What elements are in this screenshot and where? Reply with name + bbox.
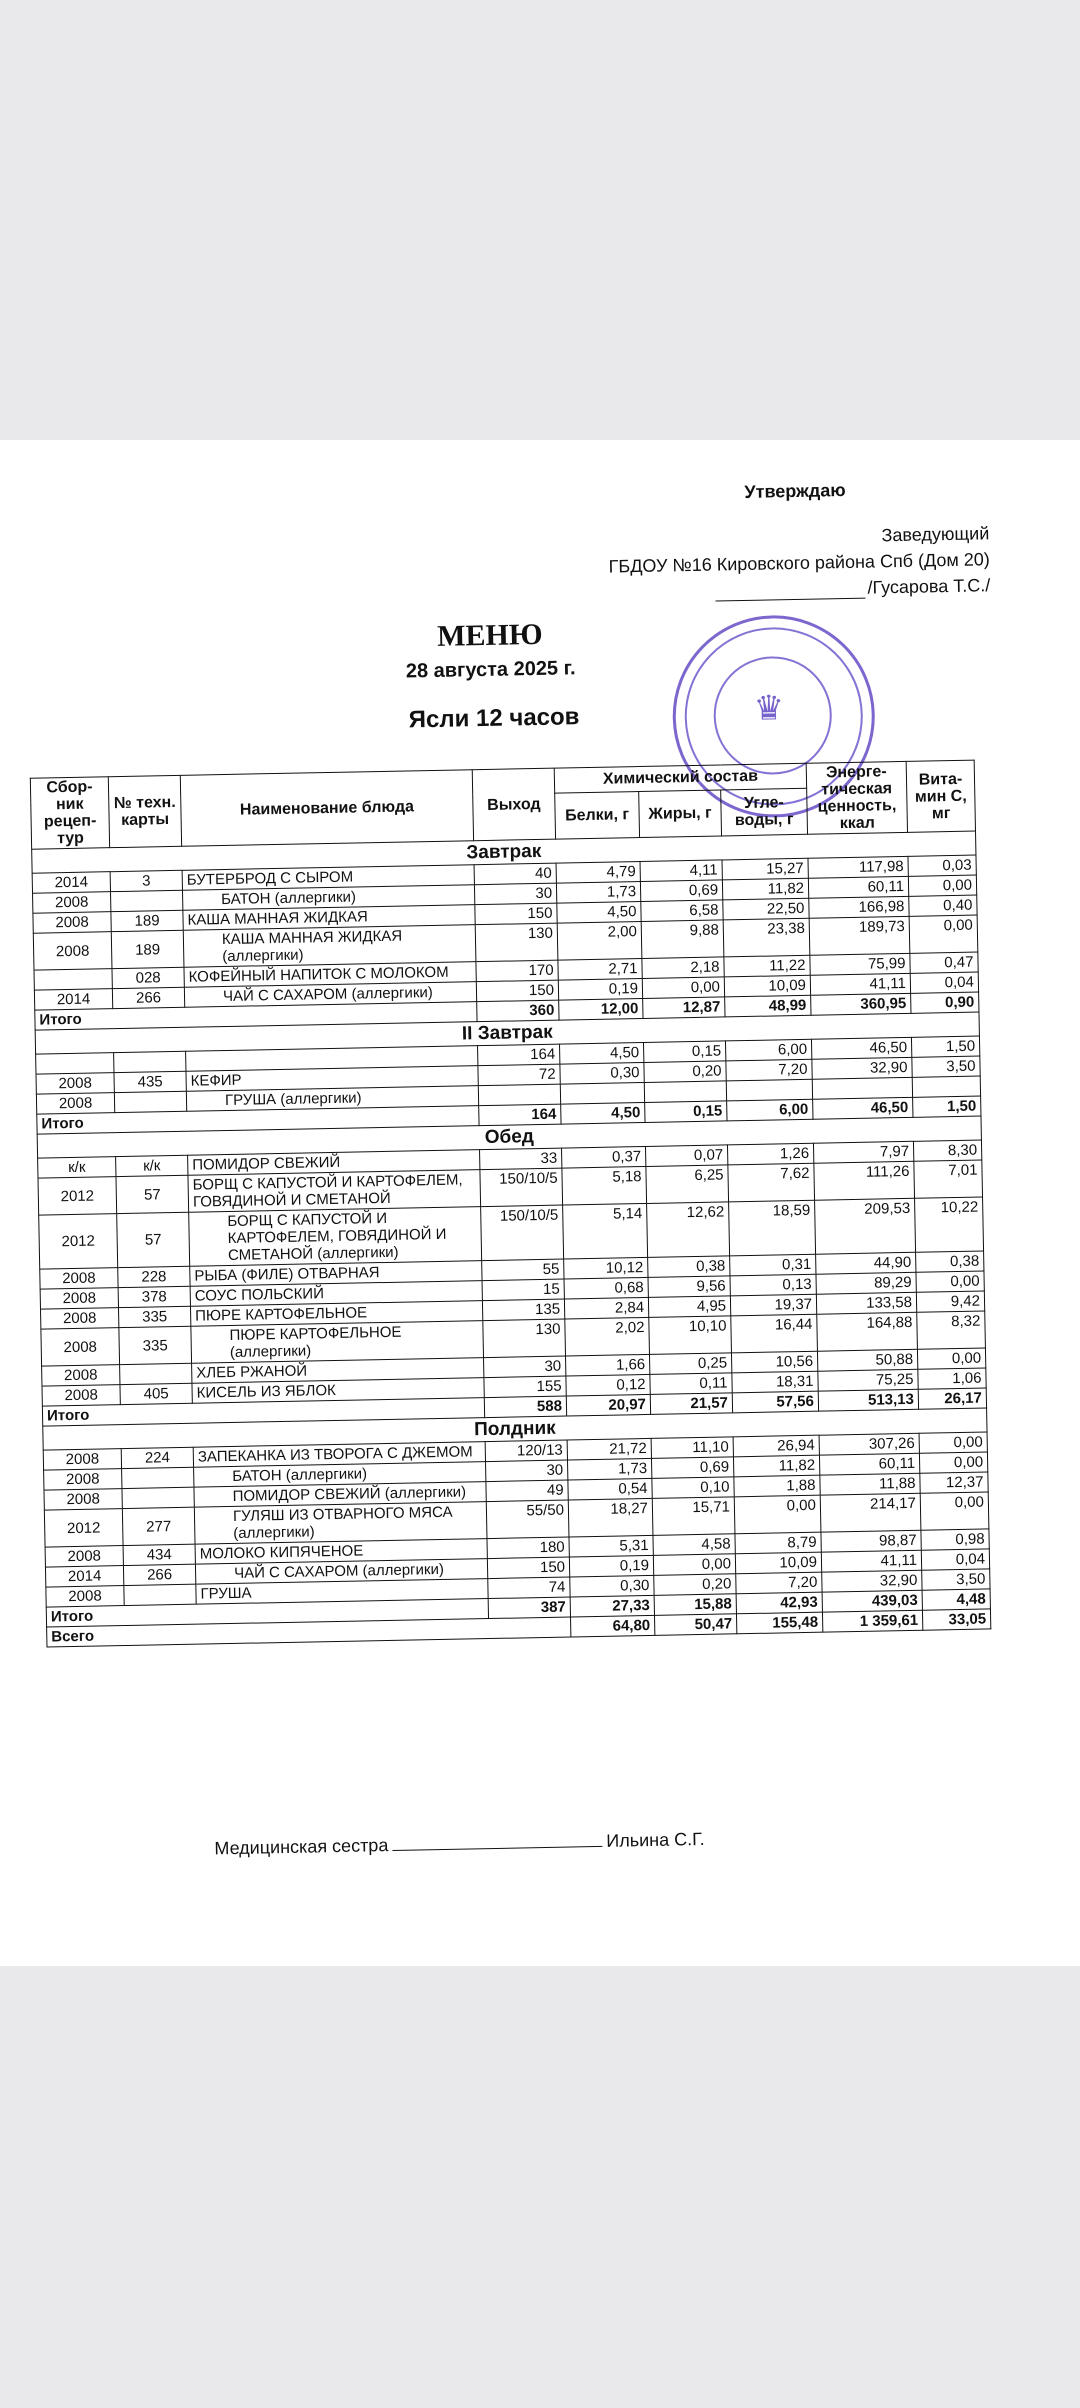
cell-proteins: 5,31	[569, 1535, 653, 1557]
cell-vitamin-c: 0,00	[909, 915, 978, 953]
cell-output: 130	[483, 1319, 566, 1358]
section-title: Завтрак	[32, 831, 976, 873]
col-dish-name: Наименование блюда	[180, 770, 473, 847]
cell-carbs: 16,44	[731, 1314, 818, 1353]
cell-dish-name: РЫБА (ФИЛЕ) ОТВАРНАЯ	[190, 1261, 482, 1287]
cell-tech-card	[122, 1487, 194, 1508]
total-fats: 0,15	[645, 1101, 727, 1123]
grand-total-label: Всего	[47, 1617, 571, 1647]
cell-vitamin-c: 12,37	[920, 1472, 988, 1493]
cell-sbornik: 2008	[42, 1365, 120, 1386]
cell-vitamin-c: 0,00	[920, 1492, 989, 1530]
cell-output: 164	[478, 1044, 560, 1066]
cell-dish-name: ЧАЙ С САХАРОМ (аллергики)	[184, 982, 476, 1008]
cell-output: 120/13	[485, 1440, 567, 1462]
cell-tech-card: 435	[114, 1071, 186, 1092]
cell-dish-name: КОФЕЙНЫЙ НАПИТОК С МОЛОКОМ	[184, 962, 476, 988]
cell-carbs: 26,94	[733, 1435, 819, 1457]
cell-tech-card	[120, 1363, 192, 1384]
cell-sbornik: 2008	[33, 932, 112, 970]
cell-fats: 0,00	[642, 977, 724, 999]
cell-dish-name: КИСЕЛЬ ИЗ ЯБЛОК	[192, 1378, 484, 1404]
cell-proteins: 4,79	[556, 862, 640, 884]
nurse-signature-underline	[392, 1846, 602, 1851]
cell-vitamin-c: 0,98	[921, 1529, 989, 1550]
total-carbs: 57,56	[732, 1391, 818, 1413]
total-output: 387	[488, 1597, 570, 1619]
cell-proteins: 4,50	[557, 902, 641, 924]
cell-dish-name: ХЛЕБ РЖАНОЙ	[192, 1358, 484, 1384]
col-vitamin-c: Вита-мин С, мг	[906, 760, 975, 832]
cell-proteins: 18,27	[568, 1498, 653, 1537]
cell-proteins: 0,30	[570, 1575, 654, 1597]
cell-sbornik: 2008	[33, 892, 111, 913]
cell-carbs: 10,09	[735, 1552, 821, 1574]
col-chem-composition: Химический состав	[554, 763, 806, 793]
cell-dish-name: БОРЩ С КАПУСТОЙ И КАРТОФЕЛЕМ, ГОВЯДИНОЙ И СМЕТАНОЙ (аллергики)	[189, 1207, 482, 1267]
cell-dish-name: БОРЩ С КАПУСТОЙ И КАРТОФЕЛЕМ, ГОВЯДИНОЙ И СМЕТАНОЙ	[188, 1170, 481, 1213]
col-sbornik: Сбор-ник рецеп-тур	[30, 777, 109, 849]
cell-carbs: 8,79	[735, 1532, 821, 1554]
cell-sbornik: 2008	[41, 1308, 119, 1329]
cell-proteins	[560, 1082, 644, 1104]
total-label: Итого	[35, 1002, 477, 1030]
cell-output: 135	[482, 1299, 564, 1321]
cell-tech-card	[124, 1584, 196, 1605]
cell-proteins: 2,84	[564, 1297, 648, 1319]
cell-output: 150/10/5	[481, 1205, 564, 1261]
cell-fats: 0,20	[644, 1061, 726, 1083]
cell-energy: 133,58	[816, 1292, 916, 1314]
cell-sbornik: 2008	[41, 1328, 120, 1366]
total-label: Итого	[37, 1106, 479, 1134]
cell-vitamin-c: 0,00	[916, 1271, 984, 1292]
cell-vitamin-c: 0,47	[910, 952, 978, 973]
cell-sbornik	[36, 1053, 114, 1074]
total-fats: 21,57	[650, 1393, 732, 1415]
cell-proteins: 0,19	[558, 978, 642, 1000]
cell-proteins: 2,00	[557, 922, 642, 961]
cell-tech-card: 335	[118, 1306, 190, 1327]
cell-carbs: 10,56	[731, 1351, 817, 1373]
cell-proteins: 1,73	[556, 882, 640, 904]
cell-dish-name: КЕФИР	[186, 1066, 478, 1092]
cell-vitamin-c: 0,00	[917, 1348, 985, 1369]
cell-fats: 0,38	[648, 1256, 730, 1278]
cell-vitamin-c: 0,00	[919, 1432, 987, 1453]
total-vitamin-c: 1,50	[913, 1096, 981, 1117]
total-carbs: 42,93	[736, 1592, 822, 1614]
col-carbs: Угле-воды, г	[721, 788, 808, 836]
cell-fats: 0,69	[640, 880, 722, 902]
total-energy: 360,95	[811, 993, 911, 1015]
cell-fats: 0,07	[645, 1145, 727, 1167]
cell-output: 150	[476, 980, 558, 1002]
cell-output: 150	[487, 1557, 569, 1579]
signer-name: /Гусарова Т.С./	[867, 575, 991, 598]
cell-vitamin-c: 8,32	[917, 1311, 986, 1349]
total-vitamin-c: 26,17	[918, 1388, 986, 1409]
cell-sbornik: 2012	[39, 1214, 118, 1269]
total-carbs: 6,00	[727, 1099, 813, 1121]
cell-sbornik: 2008	[44, 1489, 122, 1510]
cell-dish-name: СОУС ПОЛЬСКИЙ	[190, 1281, 482, 1307]
cell-carbs: 6,00	[725, 1039, 811, 1061]
nurse-name: Ильина С.Г.	[606, 1828, 705, 1851]
cell-energy: 189,73	[809, 916, 910, 955]
cell-sbornik: к/к	[38, 1157, 116, 1178]
total-proteins: 4,50	[561, 1102, 645, 1124]
cell-energy: 209,53	[815, 1198, 916, 1254]
cell-output: 72	[478, 1064, 560, 1086]
cell-output: 150	[475, 903, 557, 925]
cell-tech-card: 3	[110, 870, 182, 891]
cell-carbs: 7,20	[726, 1059, 812, 1081]
cell-carbs: 19,37	[730, 1294, 816, 1316]
menu-table-body	[32, 831, 991, 1647]
cell-tech-card: 224	[121, 1447, 193, 1468]
cell-fats: 0,11	[650, 1373, 732, 1395]
total-energy: 46,50	[813, 1097, 913, 1119]
cell-energy: 89,29	[816, 1272, 916, 1294]
cell-sbornik: 2014	[32, 872, 110, 893]
menu-title: МЕНЮ	[436, 617, 543, 653]
cell-sbornik: 2014	[45, 1566, 123, 1587]
cell-fats: 6,25	[646, 1165, 729, 1204]
cell-energy	[812, 1077, 912, 1099]
cell-sbornik: 2008	[43, 1449, 121, 1470]
cell-carbs: 18,59	[729, 1200, 816, 1256]
cell-proteins: 0,12	[566, 1374, 650, 1396]
cell-tech-card: 335	[119, 1326, 192, 1364]
signer-line	[715, 575, 990, 601]
cell-proteins: 0,37	[562, 1146, 646, 1168]
cell-output: 74	[488, 1577, 570, 1599]
cell-dish-name: ПОМИДОР СВЕЖИЙ	[188, 1150, 480, 1176]
cell-output: 170	[476, 960, 558, 982]
institution-label: ГБДОУ №16 Кировского района Спб (Дом 20)	[608, 549, 990, 577]
position-label: Заведующий	[881, 523, 990, 546]
cell-fats: 15,71	[652, 1497, 735, 1536]
cell-vitamin-c: 0,03	[908, 855, 976, 876]
cell-fats: 0,25	[649, 1353, 731, 1375]
grand-total-carbs: 155,48	[736, 1612, 822, 1634]
cell-sbornik: 2012	[38, 1177, 117, 1215]
cell-energy: 50,88	[817, 1349, 917, 1371]
cell-carbs: 7,20	[736, 1572, 822, 1594]
cell-carbs: 1,26	[727, 1143, 813, 1165]
menu-group: Ясли 12 часов	[408, 703, 580, 734]
cell-output: 150/10/5	[480, 1168, 563, 1207]
cell-tech-card: 189	[111, 930, 184, 968]
cell-output: 55	[482, 1259, 564, 1281]
viewer-top-area	[0, 0, 1080, 440]
cell-carbs: 0,31	[730, 1254, 816, 1276]
cell-energy: 75,25	[818, 1369, 918, 1391]
cell-vitamin-c: 10,22	[915, 1197, 984, 1252]
cell-carbs: 23,38	[723, 918, 810, 957]
cell-vitamin-c: 1,50	[911, 1036, 979, 1057]
cell-carbs: 18,31	[732, 1371, 818, 1393]
cell-proteins: 5,14	[563, 1203, 648, 1259]
cell-proteins: 5,18	[562, 1166, 647, 1205]
menu-sheet	[0, 440, 1080, 1966]
cell-tech-card: 266	[112, 987, 184, 1008]
cell-sbornik: 2008	[42, 1385, 120, 1406]
cell-energy: 307,26	[819, 1433, 919, 1455]
cell-vitamin-c: 7,01	[914, 1160, 983, 1198]
document-page	[0, 440, 1080, 1966]
section-title: Полдник	[43, 1408, 987, 1450]
total-label: Итого	[42, 1398, 484, 1426]
cell-dish-name: БАТОН (аллергики)	[194, 1462, 486, 1488]
cell-proteins: 10,12	[564, 1257, 648, 1279]
cell-fats: 0,20	[654, 1574, 736, 1596]
cell-energy: 117,98	[808, 856, 908, 878]
viewer-bottom-area	[0, 1966, 1080, 2408]
cell-carbs: 0,00	[734, 1495, 821, 1534]
cell-tech-card: 57	[116, 1175, 189, 1213]
cell-carbs: 7,62	[728, 1163, 815, 1202]
cell-fats	[644, 1081, 726, 1103]
cell-sbornik: 2008	[36, 1073, 114, 1094]
signature-underline	[716, 598, 866, 602]
cell-sbornik: 2008	[36, 1093, 114, 1114]
cell-tech-card	[111, 890, 183, 911]
cell-tech-card: 228	[118, 1266, 190, 1287]
cell-vitamin-c: 0,38	[916, 1251, 984, 1272]
cell-carbs: 22,50	[723, 898, 809, 920]
cell-proteins: 1,66	[566, 1354, 650, 1376]
cell-energy: 41,11	[810, 973, 910, 995]
cell-energy: 32,90	[812, 1057, 912, 1079]
cell-output: 180	[487, 1537, 569, 1559]
cell-energy: 7,97	[813, 1141, 913, 1163]
approve-label: Утверждаю	[744, 480, 846, 502]
cell-proteins: 0,30	[560, 1062, 644, 1084]
cell-fats: 6,58	[641, 900, 723, 922]
cell-energy: 46,50	[811, 1037, 911, 1059]
cell-output: 49	[486, 1480, 568, 1502]
total-proteins: 27,33	[570, 1595, 654, 1617]
cell-fats: 0,15	[643, 1041, 725, 1063]
cell-sbornik: 2008	[33, 912, 111, 933]
cell-energy: 41,11	[821, 1550, 921, 1572]
section-title: II Завтрак	[35, 1012, 979, 1054]
cell-carbs: 0,13	[730, 1274, 816, 1296]
cell-tech-card	[114, 1051, 186, 1072]
cell-dish-name: ГРУША	[196, 1579, 488, 1605]
cell-energy: 164,88	[817, 1312, 918, 1351]
cell-energy: 32,90	[822, 1570, 922, 1592]
cell-sbornik: 2008	[40, 1288, 118, 1309]
cell-vitamin-c: 3,50	[912, 1056, 980, 1077]
cell-output: 55/50	[486, 1500, 569, 1539]
total-fats: 12,87	[643, 997, 725, 1019]
cell-sbornik: 2012	[44, 1509, 123, 1547]
total-output: 360	[477, 1000, 559, 1022]
col-energy: Энерге-тическая ценность, ккал	[806, 761, 907, 834]
cell-tech-card: к/к	[116, 1155, 188, 1176]
menu-table	[30, 760, 992, 1648]
grand-total-energy: 1 359,61	[822, 1610, 922, 1632]
cell-sbornik: 2008	[45, 1546, 123, 1567]
cell-sbornik: 2008	[40, 1268, 118, 1289]
total-energy: 439,03	[822, 1590, 922, 1612]
cell-output: 30	[474, 883, 556, 905]
cell-fats: 11,10	[651, 1437, 733, 1459]
cell-energy: 214,17	[820, 1493, 921, 1532]
cell-tech-card: 378	[118, 1286, 190, 1307]
cell-dish-name: ГУЛЯШ ИЗ ОТВАРНОГО МЯСА (аллергики)	[194, 1502, 487, 1545]
cell-energy: 166,98	[809, 896, 909, 918]
cell-proteins: 21,72	[567, 1438, 651, 1460]
cell-dish-name: ПОМИДОР СВЕЖИЙ (аллергики)	[194, 1482, 486, 1508]
cell-tech-card	[122, 1467, 194, 1488]
cell-output: 30	[486, 1460, 568, 1482]
cell-carbs	[726, 1079, 812, 1101]
menu-date: 28 августа 2025 г.	[405, 657, 576, 683]
cell-output: 15	[482, 1279, 564, 1301]
cell-carbs: 10,09	[724, 975, 810, 997]
total-proteins: 20,97	[566, 1394, 650, 1416]
cell-output: 30	[484, 1356, 566, 1378]
cell-dish-name: КАША МАННАЯ ЖИДКАЯ	[183, 905, 475, 931]
grand-total-proteins: 64,80	[571, 1615, 655, 1637]
cell-dish-name: ПЮРЕ КАРТОФЕЛЬНОЕ (аллергики)	[191, 1321, 484, 1364]
grand-total-vitamin-c: 33,05	[922, 1609, 990, 1630]
cell-carbs: 11,22	[724, 955, 810, 977]
cell-tech-card: 405	[120, 1383, 192, 1404]
total-label: Итого	[46, 1599, 488, 1627]
cell-vitamin-c: 0,00	[919, 1452, 987, 1473]
cell-tech-card: 434	[123, 1544, 195, 1565]
cell-energy: 60,11	[808, 876, 908, 898]
cell-tech-card: 57	[117, 1212, 190, 1267]
cell-tech-card: 189	[111, 910, 183, 931]
cell-output: 40	[474, 863, 556, 885]
nurse-signature-line	[214, 1829, 705, 1859]
menu-table-wrap	[30, 760, 991, 1648]
cell-vitamin-c: 3,50	[922, 1569, 990, 1590]
cell-tech-card	[114, 1091, 186, 1112]
cell-dish-name: КАША МАННАЯ ЖИДКАЯ (аллергики)	[183, 925, 476, 968]
cell-energy: 44,90	[816, 1252, 916, 1274]
cell-vitamin-c	[912, 1076, 980, 1097]
cell-tech-card: 266	[123, 1564, 195, 1585]
cell-vitamin-c: 1,06	[918, 1368, 986, 1389]
cell-sbornik: 2008	[46, 1586, 124, 1607]
total-fats: 15,88	[654, 1594, 736, 1616]
cell-dish-name: ПЮРЕ КАРТОФЕЛЬНОЕ	[190, 1301, 482, 1327]
cell-carbs: 11,82	[722, 878, 808, 900]
cell-proteins: 2,02	[565, 1317, 650, 1356]
section-title: Обед	[37, 1116, 981, 1158]
total-energy: 513,13	[818, 1389, 918, 1411]
cell-fats: 12,62	[647, 1202, 730, 1258]
cell-fats: 4,58	[653, 1534, 735, 1556]
cell-fats: 0,00	[653, 1554, 735, 1576]
cell-proteins: 0,68	[564, 1277, 648, 1299]
cell-dish-name: ЗАПЕКАНКА ИЗ ТВОРОГА С ДЖЕМОМ	[193, 1442, 485, 1468]
cell-vitamin-c: 9,42	[916, 1291, 984, 1312]
cell-sbornik	[34, 969, 112, 990]
total-output: 164	[479, 1104, 561, 1126]
cell-fats: 0,69	[651, 1457, 733, 1479]
cell-proteins: 1,73	[567, 1458, 651, 1480]
cell-vitamin-c: 0,04	[910, 972, 978, 993]
cell-fats: 9,56	[648, 1276, 730, 1298]
cell-fats: 10,10	[649, 1316, 732, 1355]
cell-proteins: 4,50	[560, 1042, 644, 1064]
cell-fats: 2,18	[642, 957, 724, 979]
cell-vitamin-c: 0,04	[921, 1549, 989, 1570]
cell-fats: 4,11	[640, 860, 722, 882]
cell-dish-name: МОЛОКО КИПЯЧЕНОЕ	[195, 1539, 487, 1565]
cell-sbornik: 2008	[44, 1469, 122, 1490]
cell-fats: 9,88	[641, 920, 724, 959]
cell-dish-name: ЧАЙ С САХАРОМ (аллергики)	[195, 1559, 487, 1585]
cell-output	[478, 1084, 560, 1106]
total-vitamin-c: 0,90	[911, 992, 979, 1013]
total-vitamin-c: 4,48	[922, 1589, 990, 1610]
cell-tech-card: 277	[122, 1507, 195, 1545]
col-fats: Жиры, г	[639, 790, 722, 838]
cell-vitamin-c: 0,00	[908, 875, 976, 896]
cell-sbornik: 2014	[34, 989, 112, 1010]
cell-dish-name: БУТЕРБРОД С СЫРОМ	[182, 865, 474, 891]
cell-carbs: 1,88	[734, 1475, 820, 1497]
cell-carbs: 15,27	[722, 858, 808, 880]
cell-energy: 98,87	[821, 1530, 921, 1552]
cell-carbs: 11,82	[733, 1455, 819, 1477]
cell-output: 155	[484, 1376, 566, 1398]
nurse-label: Медицинская сестра	[214, 1835, 389, 1859]
cell-energy: 11,88	[820, 1473, 920, 1495]
cell-output: 130	[475, 923, 558, 962]
cell-proteins: 0,19	[569, 1555, 653, 1577]
col-output: Выход	[472, 768, 555, 841]
cell-energy: 75,99	[810, 953, 910, 975]
cell-energy: 60,11	[819, 1453, 919, 1475]
col-proteins: Белки, г	[555, 791, 640, 839]
col-tech-card: № техн. карты	[108, 775, 181, 847]
cell-proteins: 0,54	[568, 1478, 652, 1500]
total-carbs: 48,99	[725, 995, 811, 1017]
cell-dish-name: БАТОН (аллергики)	[182, 885, 474, 911]
cell-fats: 4,95	[648, 1296, 730, 1318]
cell-vitamin-c: 8,30	[913, 1140, 981, 1161]
cell-proteins: 2,71	[558, 958, 642, 980]
cell-tech-card: 028	[112, 967, 184, 988]
cell-output: 33	[480, 1148, 562, 1170]
total-output: 588	[484, 1396, 566, 1418]
cell-vitamin-c: 0,40	[909, 895, 977, 916]
cell-fats: 0,10	[652, 1477, 734, 1499]
cell-energy: 111,26	[814, 1161, 915, 1200]
total-proteins: 12,00	[559, 998, 643, 1020]
grand-total-fats: 50,47	[654, 1614, 736, 1636]
cell-dish-name: ГРУША (аллергики)	[186, 1086, 478, 1112]
coat-of-arms-icon: ♛	[753, 689, 785, 728]
